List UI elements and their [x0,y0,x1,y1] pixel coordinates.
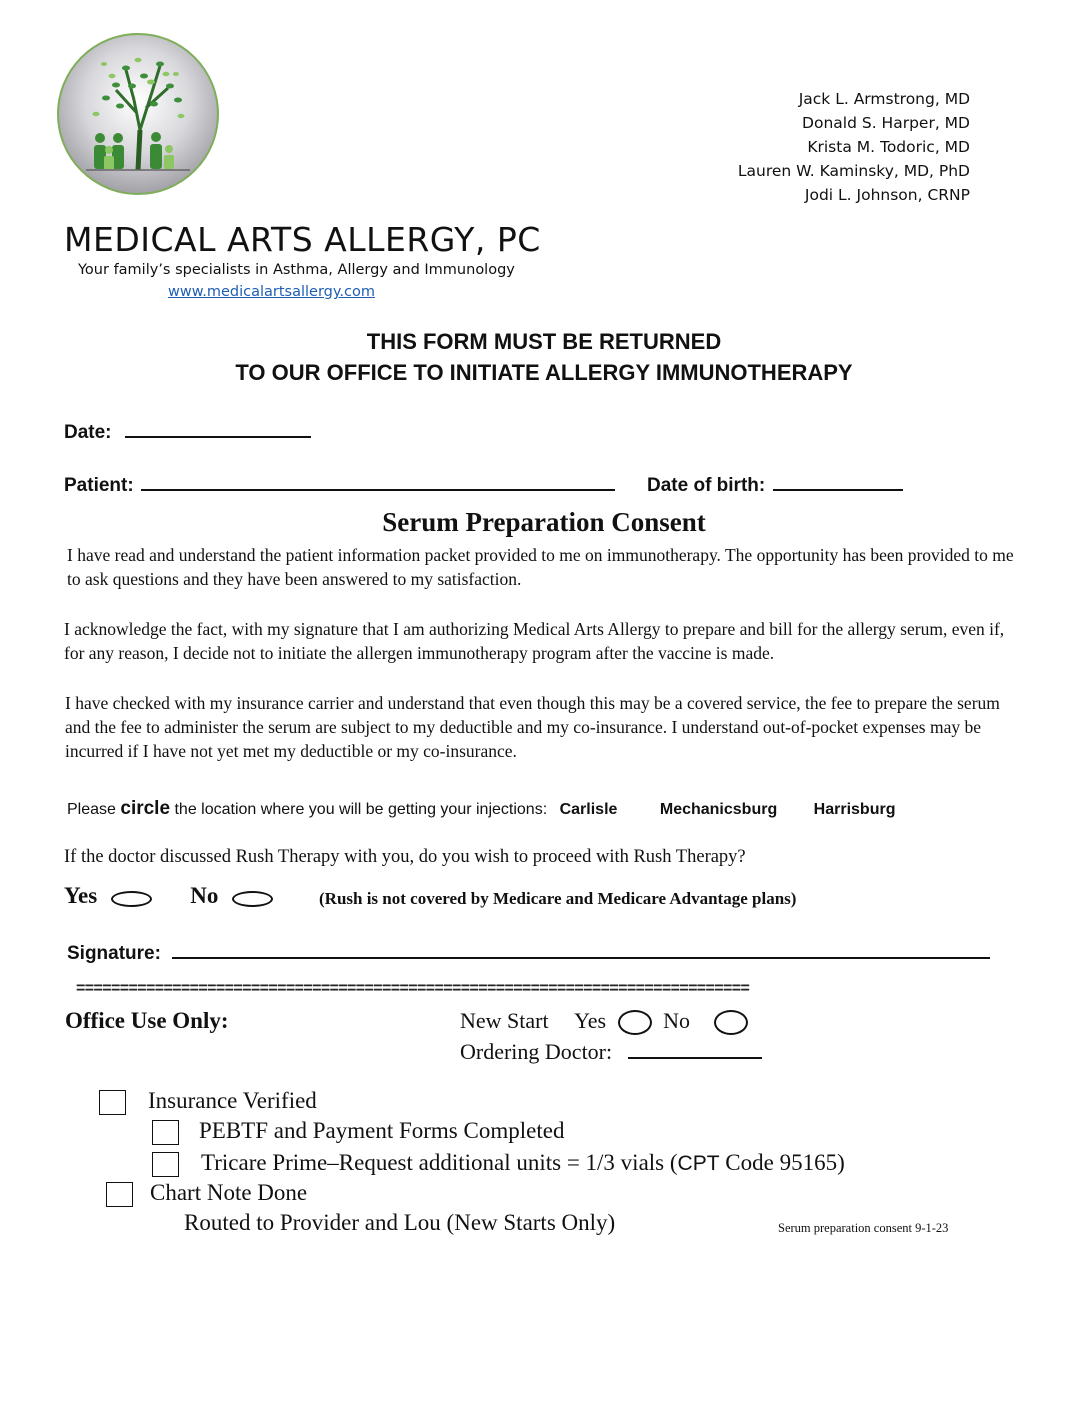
injection-location-row [67,798,895,820]
website-link[interactable]: www.medicalartsallergy.com [168,284,375,300]
insurance-verified-checkbox[interactable] [99,1090,126,1115]
new-start-row [460,1008,748,1035]
ordering-doctor-field[interactable] [628,1056,762,1059]
provider-name: Jack L. Armstrong, MD [798,90,970,108]
provider-name: Donald S. Harper, MD [802,114,970,132]
location-prompt-emphasis: circle [120,798,171,819]
patient-name-field[interactable] [141,488,615,491]
patient-label: Patient: [64,475,134,496]
provider-name: Jodi L. Johnson, CRNP [804,186,970,204]
date-field-row [64,422,311,444]
rush-no-label: No [190,883,219,908]
location-option-mechanicsburg[interactable]: Mechanicsburg [659,801,778,818]
checklist-label-part: Tricare Prime–Request additional units = 1/3 vials ( [201,1150,678,1175]
new-start-label: New Start [460,1008,549,1033]
location-option-harrisburg[interactable]: Harrisburg [813,801,896,818]
consent-title: Serum Preparation Consent [382,507,706,537]
patient-field-row [64,475,615,497]
office-use-title: Office Use Only: [65,1008,229,1033]
date-label: Date: [64,422,112,443]
location-prompt-suffix: the location where you will be getting your injections: [174,801,548,818]
signature-field[interactable] [172,956,990,959]
dob-field-row [647,475,903,497]
organization-name: MEDICAL ARTS ALLERGY, PC [64,220,541,259]
new-start-yes-label: Yes [574,1008,607,1033]
notice-line-1: THIS FORM MUST BE RETURNED [366,329,722,354]
signature-label: Signature: [67,943,161,964]
consent-paragraph: I have checked with my insurance carrier and understand that even though this may be a covered service, the fee to prepare the serum and the fee to administer the serum are subject to my deductible and my co-insurance. I understand out-of-pocket expenses may be incurred if I have not yet met my deductible or my co-insurance. [65,693,1000,761]
ordering-doctor-label: Ordering Doctor: [460,1039,613,1064]
section-separator: ============================================================================= [76,980,750,997]
checklist-label: Chart Note Done [150,1180,308,1205]
rush-yes-option[interactable] [111,891,152,907]
routed-note: Routed to Provider and Lou (New Starts Only) [184,1210,616,1235]
new-start-yes-option[interactable] [618,1010,652,1035]
date-field[interactable] [125,435,311,438]
form-identifier: Serum preparation consent 9-1-23 [778,1221,949,1235]
rush-yes-label: Yes [64,883,98,908]
cpt-label: CPT [677,1152,720,1175]
consent-paragraph: I acknowledge the fact, with my signature that I am authorizing Medical Arts Allergy to prepare and bill for the allergy serum, even if, for any reason, I decide not to initiate the allergen immunotherapy program after the vaccine is made. [64,619,1005,663]
checklist-item [152,1118,564,1145]
notice-line-2: TO OUR OFFICE TO INITIATE ALLERGY IMMUNOTHERAPY [235,360,853,385]
practice-logo [56,30,220,198]
checklist-item [99,1088,317,1115]
signature-row [67,943,990,965]
checklist-label-part: Code 95165) [719,1150,845,1175]
new-start-no-option[interactable] [714,1010,748,1035]
location-option-carlisle[interactable]: Carlisle [559,801,618,818]
checklist-item [106,1180,307,1207]
provider-list [738,87,970,207]
location-prompt-prefix: Please [67,801,116,818]
rush-therapy-options [64,883,273,909]
tagline: Your family’s specialists in Asthma, Allergy and Immunology [78,262,515,278]
return-notice [0,326,1088,388]
checklist-label: PEBTF and Payment Forms Completed [199,1118,565,1143]
checklist-item [152,1150,845,1177]
tree-with-family-logo-icon [56,30,220,198]
pebtf-forms-checkbox[interactable] [152,1120,179,1145]
date-of-birth-field[interactable] [773,488,903,491]
chart-note-done-checkbox[interactable] [106,1182,133,1207]
new-start-no-label: No [663,1008,690,1033]
tricare-prime-checkbox[interactable] [152,1152,179,1177]
rush-no-option[interactable] [232,891,273,907]
provider-name: Krista M. Todoric, MD [807,138,970,156]
rush-therapy-question: If the doctor discussed Rush Therapy with you, do you wish to proceed with Rush Therapy? [64,847,746,867]
ordering-doctor-row [460,1039,762,1065]
dob-label: Date of birth: [647,475,766,496]
consent-paragraph: I have read and understand the patient information packet provided to me on immunotherapy. The opportunity has been provided to me to ask questions and they have been answered to my satisfaction. [67,545,1014,589]
provider-name: Lauren W. Kaminsky, MD, PhD [737,162,970,180]
rush-coverage-note: (Rush is not covered by Medicare and Medicare Advantage plans) [319,889,797,908]
checklist-label: Insurance Verified [148,1088,317,1113]
checklist-label [201,1150,845,1175]
